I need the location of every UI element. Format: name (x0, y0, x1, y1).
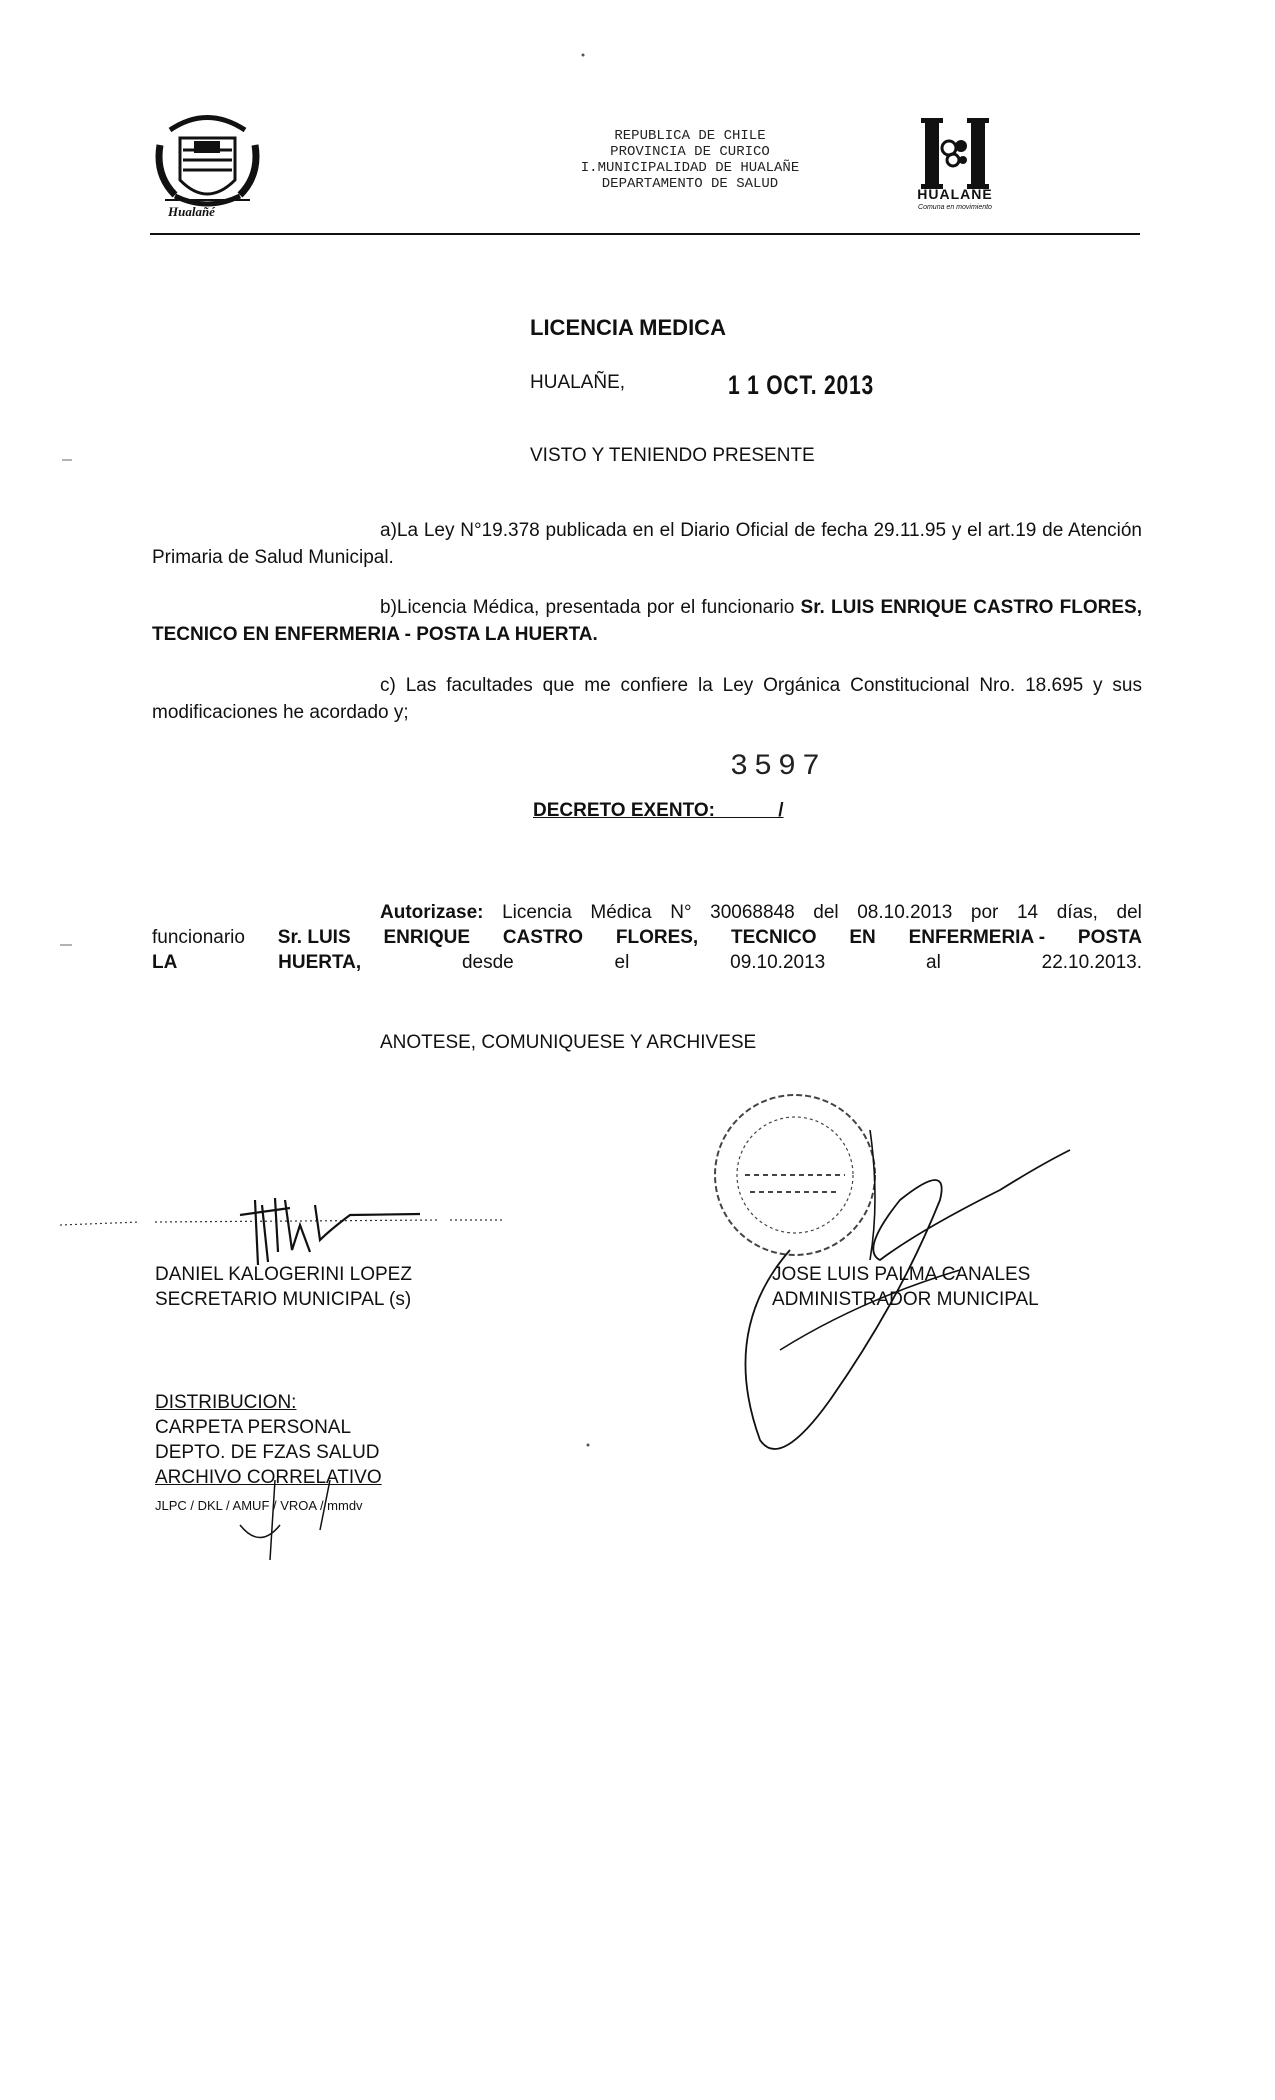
distribution-item: DEPTO. DE FZAS SALUD (155, 1442, 380, 1463)
authorization-line-1 (152, 900, 1142, 925)
logo-name: HUALAÑE (917, 186, 993, 202)
secretary-signature-icon (240, 1198, 420, 1265)
distribution-item: ARCHIVO CORRELATIVO (155, 1467, 382, 1488)
license-number: 30068848 (710, 902, 795, 923)
decree-label: DECRETO EXENTO: / (533, 800, 784, 821)
employee-role-part: ENFERMERIA - (908, 927, 1046, 948)
header-address (510, 128, 870, 192)
date-stamp: 1 1 OCT. 2013 (728, 370, 874, 400)
signature-line-left (60, 1220, 505, 1225)
word: N° (670, 902, 692, 923)
administrator-title: ADMINISTRADOR MUNICIPAL (772, 1289, 1039, 1310)
closing-formula: ANOTESE, COMUNIQUESE Y ARCHIVESE (380, 1032, 757, 1053)
initials-scribble-icon (240, 1480, 330, 1560)
employee-name-part: Sr. LUIS (277, 927, 351, 948)
word: Licencia (502, 902, 572, 923)
decree-number-stamp: 3597 (730, 750, 827, 784)
word: Médica (590, 902, 652, 923)
word: del (813, 902, 839, 923)
letterhead (150, 100, 1130, 235)
employee-role-part: EN (849, 927, 876, 948)
visto-heading: VISTO Y TENIENDO PRESENTE (530, 445, 815, 466)
header-line-municipality: I.MUNICIPALIDAD DE HUALAÑE (580, 160, 800, 176)
word: al (926, 952, 941, 973)
paragraph-b-prefix: b)Licencia Médica, presentada por el funcionario (380, 597, 795, 618)
days-count: 14 (1016, 902, 1039, 923)
word: del (1116, 902, 1142, 923)
word: días, (1056, 902, 1098, 923)
paragraph-c (152, 672, 1142, 726)
word: el (614, 952, 630, 973)
authorization-keyword: Autorizase: (380, 902, 484, 923)
word: funcionario (152, 927, 245, 948)
municipal-seal-icon (715, 1095, 875, 1255)
signature-block-secretary (155, 1262, 412, 1312)
paragraph-b (152, 594, 1142, 648)
license-date: 08.10.2013 (857, 902, 953, 923)
employee-name-part: FLORES, (615, 927, 699, 948)
paragraph-c-text: c) Las facultades que me confiere la Ley Orgánica Constitucional Nro. 18.695 y sus modificaciones he acordado y; (152, 675, 1142, 723)
place-label: HUALAÑE, (530, 372, 626, 393)
start-date: 09.10.2013 (730, 952, 826, 973)
paragraph-a (152, 517, 1142, 571)
distribution-item: CARPETA PERSONAL (155, 1417, 352, 1438)
header-divider (150, 233, 1140, 235)
authorization-line-2 (152, 925, 1142, 950)
employee-role-part: POSTA (1077, 927, 1142, 948)
secretary-title: SECRETARIO MUNICIPAL (s) (155, 1289, 412, 1310)
paragraph-b-employee: Sr. LUIS ENRIQUE CASTRO FLORES, TECNICO EN ENFERMERIA - POSTA LA HUERTA. (152, 597, 1142, 645)
reference-initials: JLPC / DKL / AMUF / VROA / mmdv (155, 1498, 363, 1513)
authorization-line-3 (152, 950, 1142, 975)
employee-role-part: TECNICO (731, 927, 817, 948)
signature-block-administrator (772, 1262, 1039, 1312)
header-line-country: REPUBLICA DE CHILE (614, 128, 766, 144)
employee-name-part: ENRIQUE (383, 927, 471, 948)
authorization-paragraph (152, 900, 1142, 975)
word: por (970, 902, 999, 923)
paragraph-a-text: a)La Ley N°19.378 publicada en el Diario Oficial de fecha 29.11.95 y el art.19 de Atención Primaria de Salud Municipal. (152, 520, 1142, 568)
crest-bottom-label: Hualañé (168, 204, 215, 219)
logo-slogan: Comuna en movimiento (918, 204, 992, 211)
header-line-province: PROVINCIA DE CURICO (610, 144, 770, 160)
secretary-name: DANIEL KALOGERINI LOPEZ (155, 1264, 412, 1285)
administrator-name: JOSE LUIS PALMA CANALES (772, 1264, 1031, 1285)
distribution-heading: DISTRIBUCION: (155, 1392, 297, 1413)
header-line-department: DEPARTAMENTO DE SALUD (601, 176, 779, 192)
document-title: LICENCIA MEDICA (530, 315, 726, 340)
word: desde (461, 952, 514, 973)
employee-role-part: HUERTA, (278, 952, 362, 973)
employee-role-part: LA (152, 952, 178, 973)
employee-name-part: CASTRO (502, 927, 584, 948)
distribution-list (155, 1390, 382, 1490)
end-date: 22.10.2013. (1041, 952, 1142, 973)
